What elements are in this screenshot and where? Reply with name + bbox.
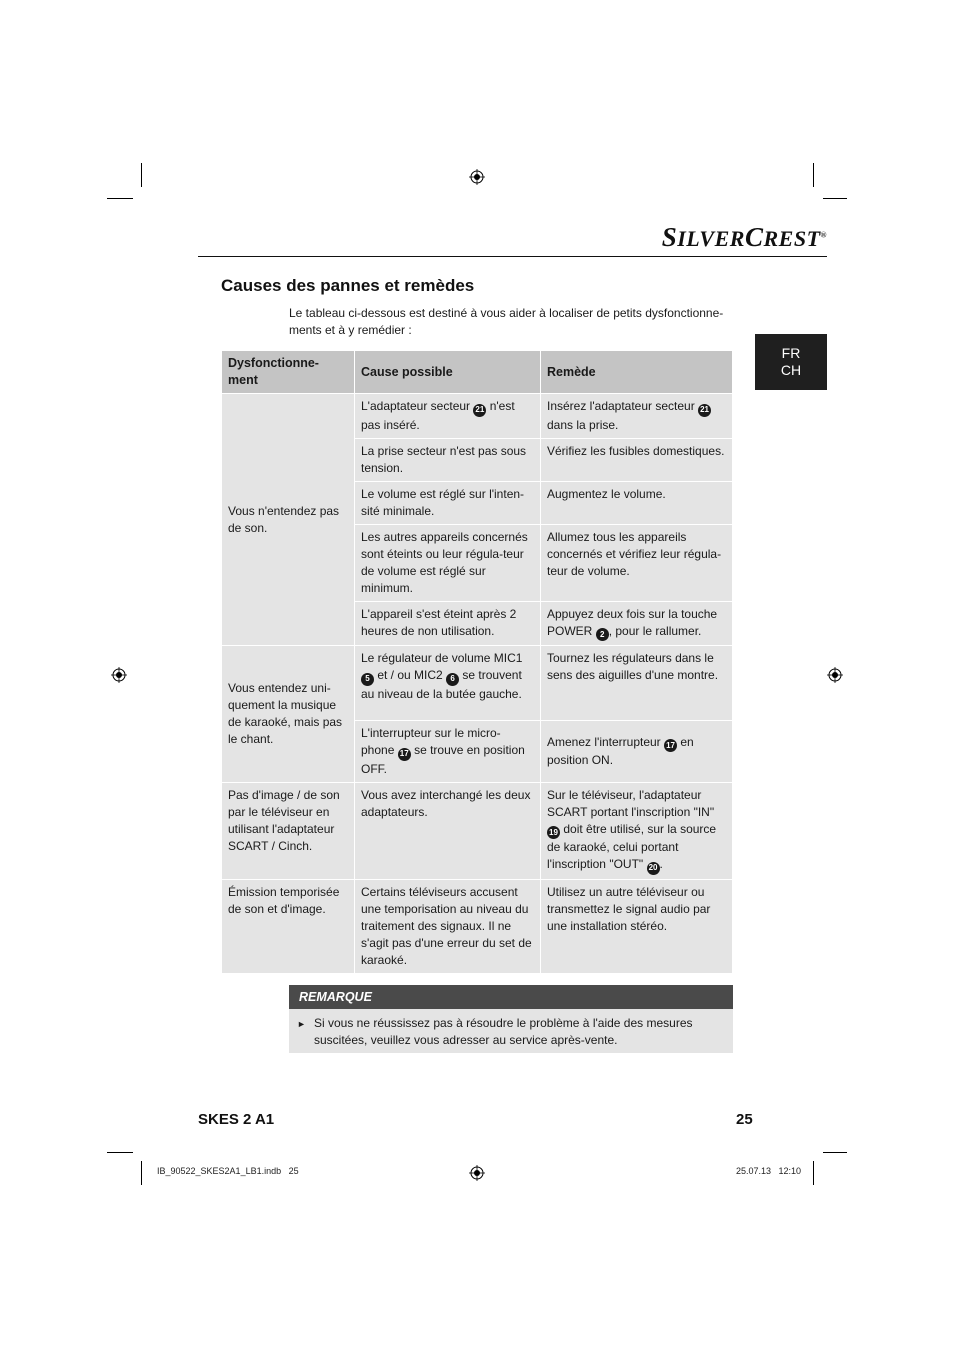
language-tab: FR CH <box>755 334 827 390</box>
remedy-cell: Vérifiez les fusibles domestiques. <box>541 438 733 481</box>
crop-mark <box>813 1161 814 1185</box>
crop-mark <box>823 198 847 199</box>
brand-logo: SILVERCREST® <box>661 222 827 252</box>
remedy-cell: Tournez les régulateurs dans le sens des aiguilles d'une montre. <box>541 646 733 721</box>
remedy-cell: Augmentez le volume. <box>541 481 733 524</box>
crop-mark <box>141 163 142 187</box>
number-badge: 6 <box>446 673 459 686</box>
note-text: Si vous ne réussissez pas à résoudre le problème à l'aide des mesures suscitées, veuillez vous adresser au service après-vente. <box>314 1016 693 1047</box>
cause-cell: Certains téléviseurs accusent une temporisation au niveau du traitement des signaux. Il ne s'agit pas d'une erreur du set de karaoké. <box>355 879 541 973</box>
registration-mark-icon <box>111 667 127 683</box>
note-body <box>289 1009 733 1053</box>
crop-mark <box>813 163 814 187</box>
number-badge: 5 <box>361 673 374 686</box>
registration-mark-icon <box>469 169 485 185</box>
symptom-cell: Émission temporisée de son et d'image. <box>222 879 355 973</box>
crop-mark <box>823 1152 847 1153</box>
troubleshooting-table <box>221 350 733 974</box>
crop-mark <box>107 198 133 199</box>
crop-mark <box>141 1161 142 1185</box>
footer-model: SKES 2 A1 <box>198 1111 275 1128</box>
remedy-cell: Insérez l'adaptateur secteur 21 dans la prise. <box>541 394 733 439</box>
number-badge: 21 <box>473 404 486 417</box>
header-rule <box>198 256 827 257</box>
table-row <box>222 879 733 973</box>
remedy-cell: Appuyez deux fois sur la touche POWER 2 , pour le rallumer. <box>541 601 733 646</box>
cause-cell: Vous avez interchangé les deux adaptateurs. <box>355 782 541 879</box>
intro-text: Le tableau ci-dessous est destiné à vous aider à localiser de petits dysfonctionne-ments et à y remédier : <box>289 306 724 337</box>
table-header-row <box>222 351 733 394</box>
cause-cell: Les autres appareils concernés sont éteints ou leur régula-teur de volume est réglé sur minimum. <box>355 524 541 601</box>
remedy-cell: Allumez tous les appareils concernés et vérifiez leur régula-teur de volume. <box>541 524 733 601</box>
cause-cell: L'adaptateur secteur 21 n'est pas inséré. <box>355 394 541 439</box>
table-row <box>222 782 733 879</box>
remedy-cell: Utilisez un autre téléviseur ou transmettez le signal audio par une installation stéréo. <box>541 879 733 973</box>
cause-cell: Le volume est réglé sur l'inten-sité minimale. <box>355 481 541 524</box>
number-badge: 17 <box>664 739 677 752</box>
cause-cell: La prise secteur n'est pas sous tension. <box>355 438 541 481</box>
symptom-cell: Vous entendez uni-quement la musique de karaoké, mais pas le chant. <box>222 646 355 783</box>
remedy-cell: Sur le téléviseur, l'adaptateur SCART portant l'inscription "IN" 19 doit être utilisé, sur la source de karaoké, celui portant l'inscription "OUT" 20 . <box>541 782 733 879</box>
print-date-info: 25.07.13 12:10 <box>736 1166 802 1176</box>
number-badge: 21 <box>698 404 711 417</box>
bullet-arrow-icon: ► <box>297 1019 306 1029</box>
page-title: Causes des pannes et remèdes <box>221 276 475 295</box>
note-heading: REMARQUE <box>289 985 733 1009</box>
symptom-cell: Pas d'image / de son par le téléviseur en utilisant l'adaptateur SCART / Cinch. <box>222 782 355 879</box>
number-badge: 19 <box>547 826 560 839</box>
cause-cell: L'appareil s'est éteint après 2 heures de non utilisation. <box>355 601 541 646</box>
header-malfunction: Dysfonctionne-ment <box>222 351 355 394</box>
cause-cell: Le régulateur de volume MIC1 5 et / ou MIC2 6 se trouvent au niveau de la butée gauche. <box>355 646 541 721</box>
table-row <box>222 646 733 721</box>
number-badge: 17 <box>398 748 411 761</box>
note-box <box>289 985 733 1053</box>
header-remedy: Remède <box>541 351 733 394</box>
page-number: 25 <box>736 1111 753 1128</box>
print-file-info: IB_90522_SKES2A1_LB1.indb 25 <box>157 1166 299 1176</box>
number-badge: 2 <box>596 628 609 641</box>
table-row <box>222 394 733 439</box>
remedy-cell: Amenez l'interrupteur 17 en position ON. <box>541 721 733 783</box>
number-badge: 20 <box>647 862 660 875</box>
cause-cell: L'interrupteur sur le micro-phone 17 se trouve en position OFF. <box>355 721 541 783</box>
symptom-cell: Vous n'entendez pas de son. <box>222 394 355 646</box>
crop-mark <box>107 1152 133 1153</box>
header-cause: Cause possible <box>355 351 541 394</box>
registration-mark-icon <box>827 667 843 683</box>
registration-mark-icon <box>469 1165 485 1181</box>
